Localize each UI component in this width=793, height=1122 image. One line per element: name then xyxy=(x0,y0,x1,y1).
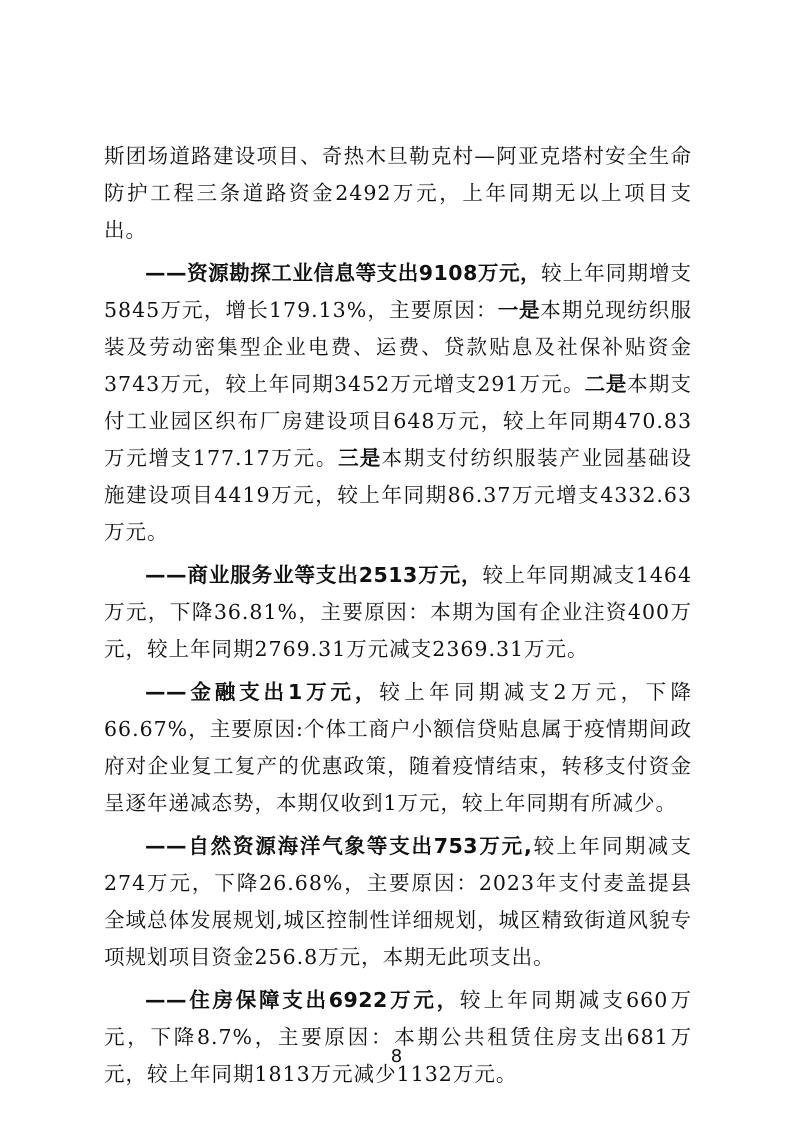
paragraph-text: 较上年同期减支1464万元，下降36.81%，主要原因：本期为国有企业注资400万元，较上年同期2769.31万元减支2369.31万元。 xyxy=(104,563,693,661)
paragraph-lead: ——自然资源海洋气象等支出753万元, xyxy=(145,834,533,858)
paragraph-text: 本期兑现纺织服装及劳动密集型企业电费、运费、贷款贴息及社保补贴资金3743万元，较上年同期3452万元增支291万元。 xyxy=(104,298,693,396)
paragraph-lead: ——金融支出1万元， xyxy=(145,680,380,704)
paragraph-housing xyxy=(104,982,692,1093)
reason-keyword: 一是 xyxy=(497,298,541,322)
paragraph-text: 本期支付工业园区织布厂房建设项目648万元，较上年同期470.83万元增支177.17万元。 xyxy=(104,372,693,470)
paragraph-lead: ——住房保障支出6922万元， xyxy=(145,988,460,1012)
paragraph-resource-exploration xyxy=(104,255,692,551)
paragraph-natural-resources xyxy=(104,828,692,976)
paragraph-text: 本期支付纺织服装产业园基础设施建设项目4419万元，较上年同期86.37万元增支4332.63万元。 xyxy=(104,446,693,544)
paragraph-continuation: 斯团场道路建设项目、奇热木旦勒克村—阿亚克塔村安全生命防护工程三条道路资金2492万元，上年同期无以上项目支出。 xyxy=(104,144,692,242)
page-number: 8 xyxy=(390,1046,403,1067)
paragraph-text: 较上年同期减支274万元，下降26.68%，主要原因：2023年支付麦盖提县全域总体发展规划,城区控制性详细规划，城区精致街道风貌专项规划项目资金256.8万元，本期无此项支出。 xyxy=(104,834,693,969)
paragraph-finance xyxy=(104,674,692,822)
reason-keyword: 三是 xyxy=(338,446,382,470)
paragraph-text: 较上年同期减支2万元，下降66.67%，主要原因:个体工商户小额信贷贴息属于疫情期间政府对企业复工复产的优惠政策，随着疫情结束，转移支付资金呈逐年递减态势，本期仅收到1万元，较上年同期有所减少。 xyxy=(104,680,693,815)
paragraph-text: 较上年同期减支660万元，下降8.7%，主要原因：本期公共租赁住房支出681万元，较上年同期1813万元减少1132万元。 xyxy=(104,988,692,1086)
paragraph-text: 较上年同期增支5845万元，增长179.13%，主要原因： xyxy=(104,261,693,322)
paragraph-commercial-services xyxy=(104,557,692,668)
reason-keyword: 二是 xyxy=(584,372,628,396)
paragraph-lead: ——资源勘探工业信息等支出9108万元， xyxy=(145,261,542,285)
document-body xyxy=(104,138,692,1099)
paragraph-lead: ——商业服务业等支出2513万元， xyxy=(145,563,483,587)
